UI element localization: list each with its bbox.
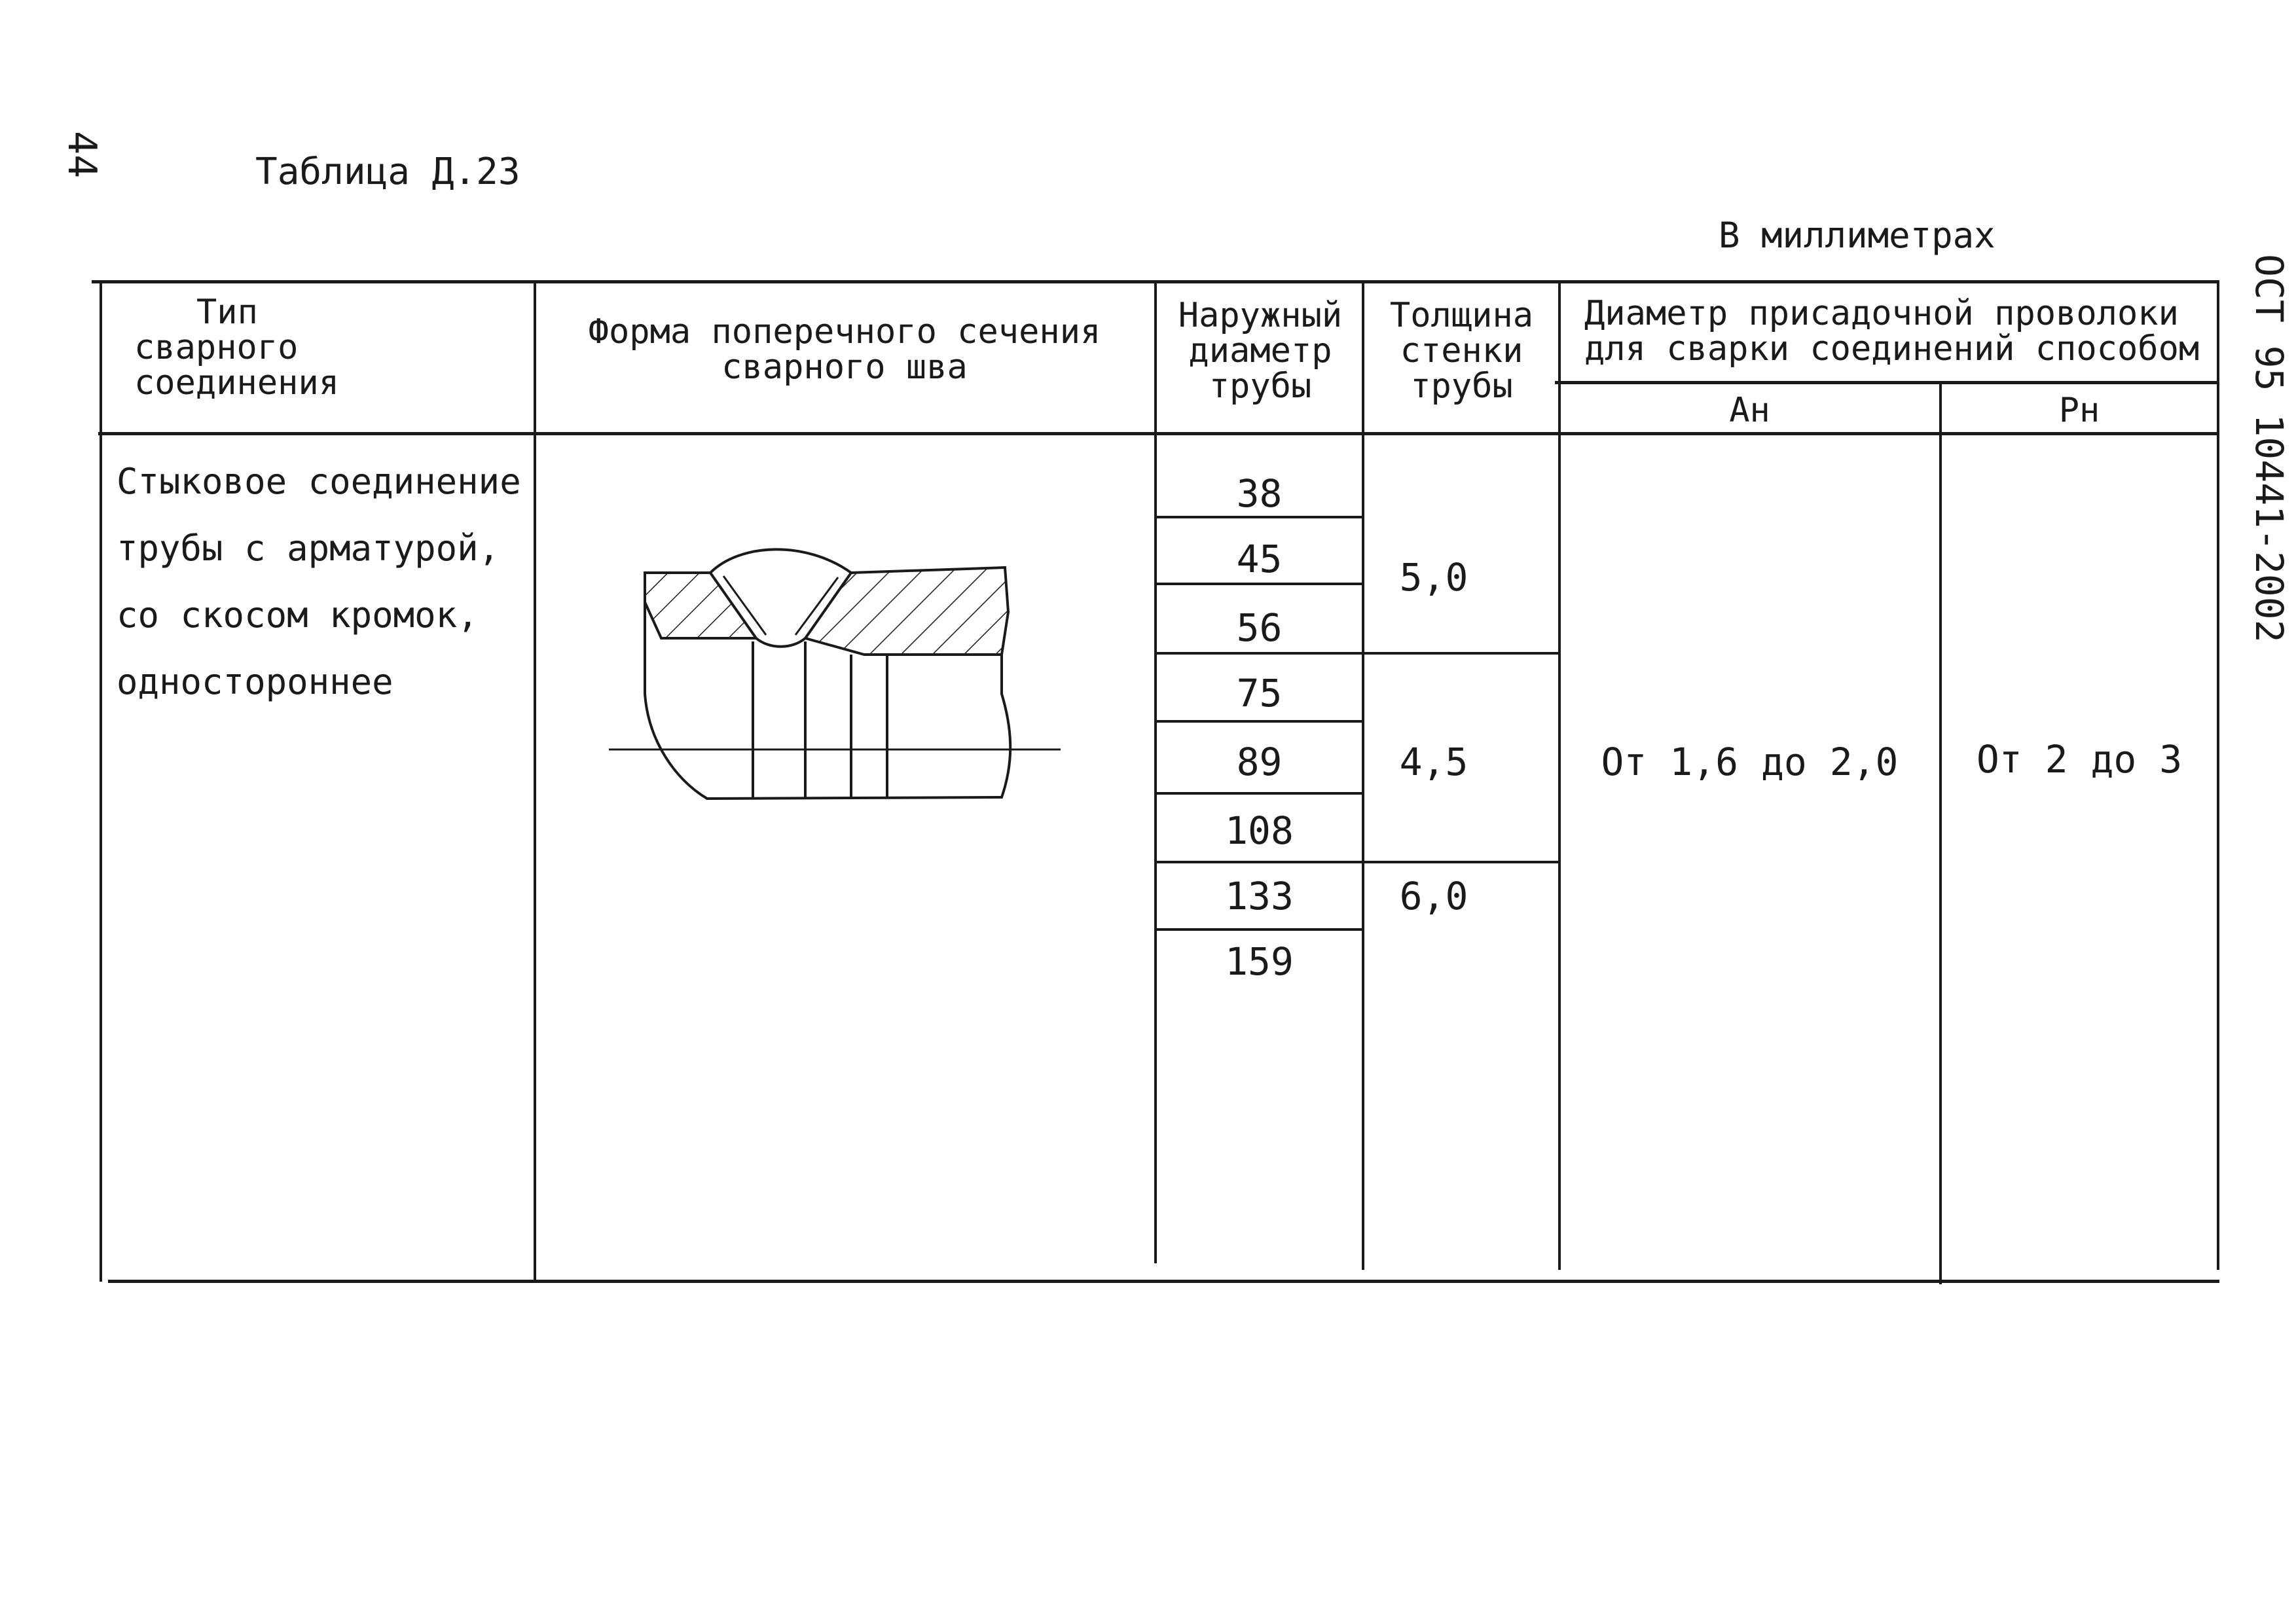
table-bottom-border: [108, 1280, 2219, 1283]
diameter-divider: [1157, 516, 1362, 518]
table-left-border: [100, 281, 102, 1282]
header-weld-type: [134, 295, 429, 401]
header-outer-diameter: [1159, 298, 1362, 404]
diameter-value: 133: [1225, 874, 1294, 918]
diameter-divider: [1157, 928, 1362, 931]
header-weld-type-line-3: соединения: [134, 363, 340, 403]
col-divider-1: [534, 281, 536, 1282]
thickness-value: 6,0: [1399, 874, 1468, 918]
diameter-divider: [1157, 861, 1558, 863]
diameter-value: 159: [1225, 939, 1294, 984]
header-cross-section-line-1: Форма поперечного сечения: [588, 312, 1101, 352]
weld-cross-section-drawing: [609, 537, 1080, 812]
weld-type-line-2: трубы с арматурой,: [117, 528, 500, 569]
header-outer-diameter-line-1: Наружный: [1178, 296, 1343, 335]
thickness-value: 5,0: [1399, 555, 1468, 600]
col-divider-3: [1362, 281, 1364, 1270]
diameter-divider: [1157, 720, 1362, 723]
diameter-divider: [1157, 652, 1558, 655]
units-note: В миллиметрах: [1719, 215, 1995, 256]
thickness-value: 4,5: [1399, 740, 1468, 784]
subheader-divider: [1555, 381, 2219, 384]
header-wire-diameter: [1584, 296, 2213, 367]
header-cross-section-line-2: сварного шва: [721, 348, 968, 387]
diameter-value: 38: [1236, 471, 1283, 516]
weld-type-line-3: со скосом кромок,: [117, 594, 479, 636]
diameter-value: 45: [1236, 537, 1283, 581]
header-cross-section: [537, 314, 1152, 385]
header-weld-type-line-2: сварного: [134, 328, 299, 367]
diameter-value: 56: [1236, 605, 1283, 650]
header-weld-type-line-1: Тип: [196, 293, 258, 332]
header-method-rn: Рн: [2058, 391, 2100, 430]
standard-code: ОСТ 95 10441-2002: [2247, 254, 2291, 643]
diameter-value: 108: [1225, 808, 1294, 853]
header-outer-diameter-line-2: диаметр: [1188, 331, 1332, 370]
col-divider-4: [1558, 281, 1561, 1270]
page-number: 44: [59, 131, 105, 179]
diameter-divider: [1157, 792, 1362, 795]
header-wire-diameter-line-2: для сварки соединений способом: [1584, 329, 2200, 369]
diameter-value: 75: [1236, 671, 1283, 715]
wire-diameter-an: От 1,6 до 2,0: [1601, 740, 1899, 784]
table-right-border: [2217, 280, 2219, 1270]
diameter-value: 89: [1236, 740, 1283, 784]
header-method-an: Ан: [1729, 391, 1770, 430]
header-wall-thickness-line-2: стенки: [1400, 331, 1523, 370]
header-divider: [98, 432, 2219, 435]
header-wire-diameter-line-1: Диаметр присадочной проволоки: [1584, 294, 2179, 333]
table-title: Таблица Д.23: [255, 151, 520, 193]
col-divider-5: [1939, 381, 1942, 1284]
diameter-divider: [1157, 583, 1362, 585]
weld-type-description: [117, 448, 529, 715]
header-wall-thickness-line-1: Толщина: [1389, 296, 1534, 335]
header-wall-thickness-line-3: трубы: [1410, 367, 1513, 406]
header-outer-diameter-line-3: трубы: [1209, 367, 1312, 406]
header-wall-thickness: [1365, 298, 1558, 404]
wire-diameter-rn: От 2 до 3: [1976, 737, 2183, 782]
weld-type-line-1: Стыковое соединение: [117, 461, 521, 502]
weld-type-line-4: одностороннее: [117, 661, 393, 702]
